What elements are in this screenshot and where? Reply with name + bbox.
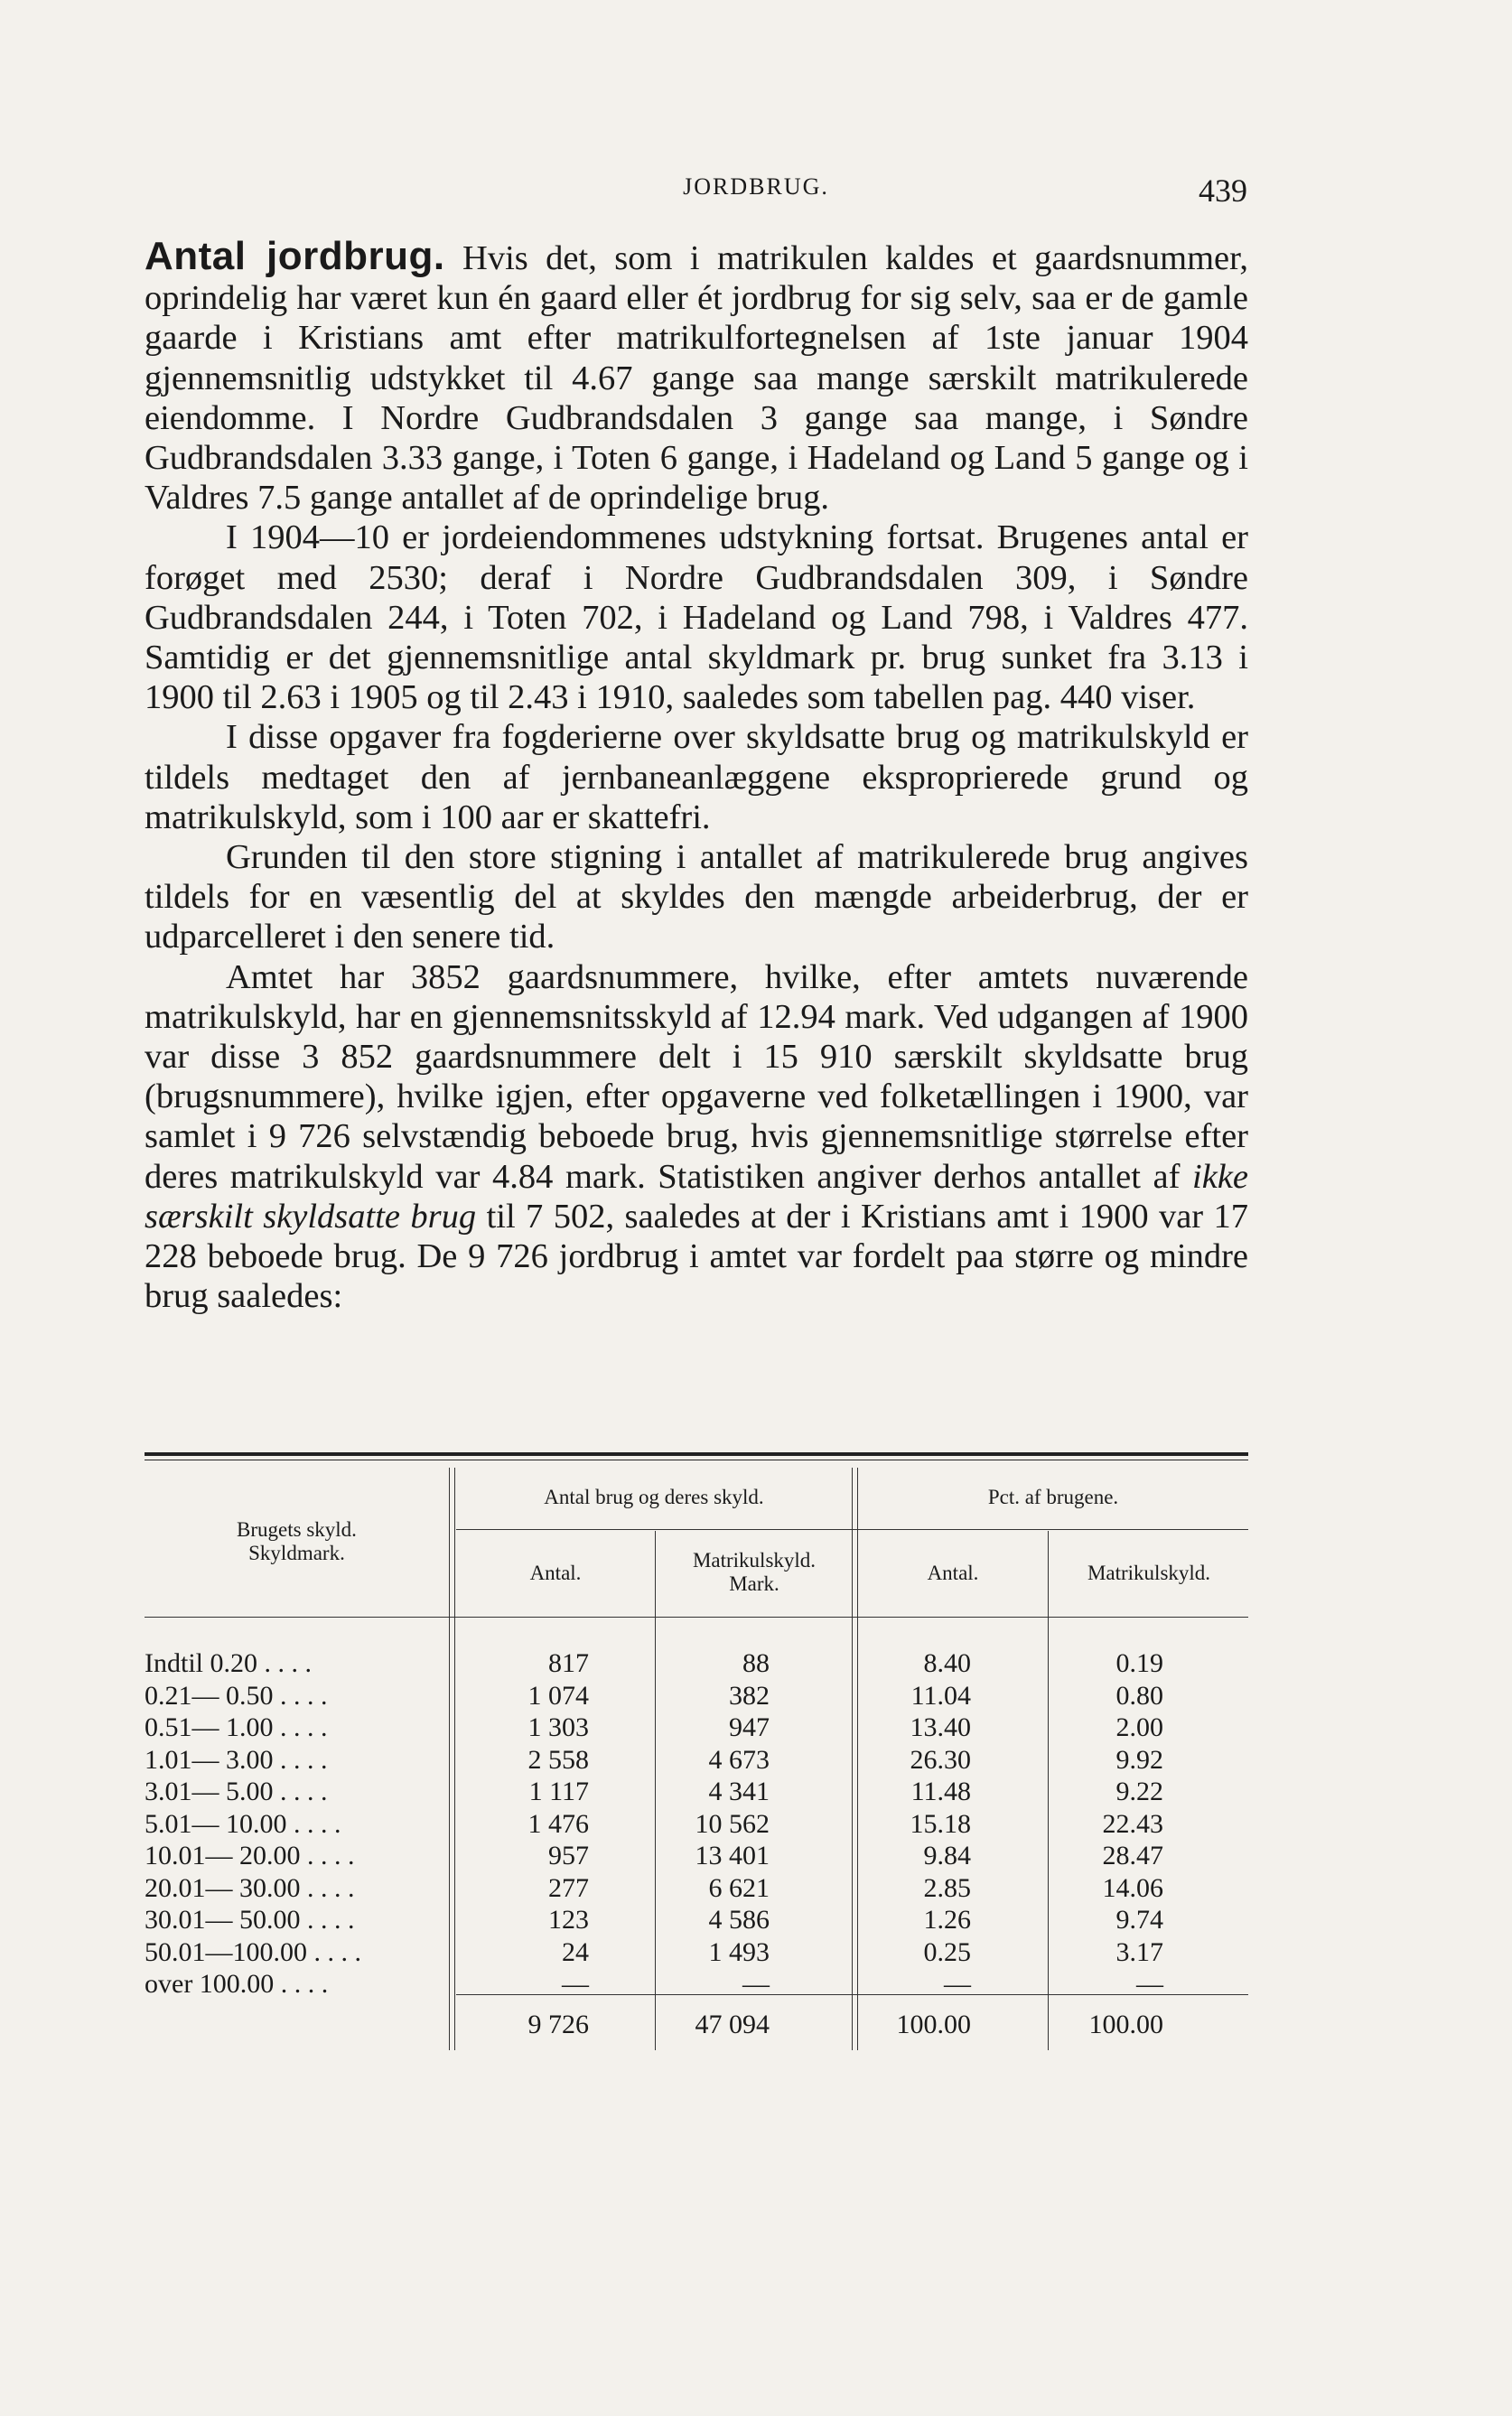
row-label: 1.01— 3.00 . . . . (145, 1744, 328, 1775)
cell-pct-antal: 11.04 (910, 1680, 971, 1711)
section-heading: Antal jordbrug. (145, 234, 445, 278)
total-pct-matrikulskyld: 100.00 (1088, 2010, 1163, 2039)
paragraph-5-text-a: Amtet har 3852 gaardsnummere, hvilke, efter amtets nuværende matrikulskyld, har en gjennemsnitsskyld af 12.94 mark. Ved udgangen af 1900 var disse 3 852 gaardsnummere delt i 15 910 særskilt skyldsatte brug (brugsnummere), hvilke igjen, efter opgaverne ved folketællingen i 1900, var samlet i 9 726 selvstændig beboede brug, hvis gjennemsnitlige størrelse efter deres matrikulskyld var 4.84 mark. Statistiken angiver derhos antallet af (145, 957, 1248, 1196)
col-header-pct-antal: Antal. (927, 1562, 979, 1584)
col-header-matrikulskyld (657, 1549, 852, 1596)
table-row (145, 1777, 1248, 1809)
table-row (145, 1712, 1248, 1745)
row-label: 3.01— 5.00 . . . . (145, 1777, 328, 1806)
cell-antal: 1 074 (527, 1680, 589, 1711)
running-title: JORDBRUG. (683, 173, 829, 200)
page-number: 439 (1199, 173, 1247, 209)
cell-pct-antal: 13.40 (910, 1712, 971, 1742)
cell-antal: 1 303 (527, 1712, 589, 1742)
table-row (145, 1809, 1248, 1842)
row-label: 0.21— 0.50 . . . . (145, 1680, 328, 1711)
group-header-pct: Pct. af brugene. (987, 1486, 1119, 1508)
cell-antal: 957 (548, 1841, 589, 1870)
cell-pct-antal: 11.48 (910, 1777, 971, 1806)
stub-header-line-1: Brugets skyld. (237, 1518, 357, 1541)
table-row (145, 1905, 1248, 1937)
col-header-antal: Antal. (529, 1562, 582, 1584)
table-row (145, 1745, 1248, 1777)
table-row (145, 1937, 1248, 1970)
cell-matrikulskyld: 947 (729, 1712, 770, 1742)
total-pct-antal: 100.00 (896, 2010, 971, 2039)
cell-pct-matrikulskyld: 9.22 (1115, 1777, 1163, 1806)
total-antal: 9 726 (527, 2010, 589, 2039)
cell-matrikulskyld: — (742, 1969, 770, 1999)
table-row (145, 1873, 1248, 1906)
cell-pct-antal: — (944, 1969, 971, 1999)
row-label: 30.01— 50.00 . . . . (145, 1905, 355, 1935)
cell-matrikulskyld: 382 (729, 1680, 770, 1711)
cell-pct-matrikulskyld: 3.17 (1115, 1936, 1163, 1967)
cell-pct-antal: 2.85 (923, 1872, 971, 1903)
table-header-subrule (456, 1529, 1248, 1530)
col-header-matrikulskyld-line-2: Mark. (729, 1572, 779, 1595)
paragraph-4: Grunden til den store stigning i antallet af matrikulerede brug angives tildels for en væsentlig del at skyldes den mængde arbeiderbrug, der er udparcelleret i den senere tid. (145, 838, 1248, 956)
cell-pct-matrikulskyld: 22.43 (1102, 1808, 1163, 1839)
cell-antal: 817 (548, 1648, 589, 1678)
cell-matrikulskyld: 13 401 (695, 1841, 770, 1870)
row-label: 5.01— 10.00 . . . . (145, 1808, 341, 1839)
cell-pct-antal: 0.25 (923, 1936, 971, 1967)
cell-antal: 123 (548, 1905, 589, 1935)
table-row (145, 1681, 1248, 1713)
cell-pct-matrikulskyld: 28.47 (1102, 1841, 1163, 1870)
cell-pct-antal: 1.26 (923, 1905, 971, 1935)
cell-pct-matrikulskyld: 9.92 (1115, 1744, 1163, 1775)
table-total-row (145, 2010, 1248, 2042)
table-row (145, 1648, 1248, 1681)
paragraph-5-italic: ikke særskilt skyldsatte brug (145, 1157, 1249, 1236)
table-top-rule (145, 1452, 1248, 1456)
cell-antal: 277 (548, 1872, 589, 1903)
cell-pct-antal: 26.30 (910, 1744, 971, 1775)
cell-matrikulskyld: 6 621 (708, 1872, 770, 1903)
cell-matrikulskyld: 4 586 (708, 1905, 770, 1935)
cell-pct-matrikulskyld: 0.80 (1115, 1680, 1163, 1711)
table-row (145, 1969, 1248, 2001)
cell-antal: — (562, 1969, 589, 1999)
size-distribution-table (145, 1468, 1248, 2073)
body-text (145, 234, 1249, 1316)
total-matrikulskyld: 47 094 (695, 2010, 770, 2039)
col-header-pct-matrikulskyld: Matrikulskyld. (1087, 1562, 1211, 1584)
cell-matrikulskyld: 10 562 (695, 1808, 770, 1839)
cell-matrikulskyld: 88 (742, 1648, 770, 1678)
paragraph-2: I 1904—10 er jordeiendommenes udstykning fortsat. Brugenes antal er forøget med 2530; deraf i Nordre Gudbrandsdalen 309, i Søndre Gudbrandsdalen 244, i Toten 702, i Hadeland og Land 798, i Valdres 477. Samtidig er det gjennemsnitlige antal skyldmark pr. brug sunket fra 3.13 i 1900 til 2.63 i 1905 og til 2.43 i 1910, saaledes som tabellen pag. 440 viser. (145, 518, 1248, 717)
row-label: 50.01—100.00 . . . . (145, 1936, 361, 1967)
table-header-bottom-rule (145, 1617, 1248, 1618)
row-label: 20.01— 30.00 . . . . (145, 1872, 355, 1903)
table-row (145, 1841, 1248, 1873)
paragraph-5 (145, 957, 1248, 1317)
cell-pct-matrikulskyld: 9.74 (1115, 1905, 1163, 1935)
cell-pct-matrikulskyld: 0.19 (1115, 1648, 1163, 1678)
cell-antal: 1 117 (528, 1777, 589, 1806)
row-label: 10.01— 20.00 . . . . (145, 1841, 355, 1870)
cell-antal: 1 476 (527, 1808, 589, 1839)
row-label: Indtil 0.20 . . . . (145, 1648, 312, 1678)
cell-pct-antal: 9.84 (923, 1841, 971, 1870)
paragraph-5-text-b: til 7 502, saaledes at der i Kristians amt i 1900 var 17 228 beboede brug. De 9 726 jordbrug i amtet var fordelt paa større og mindre brug saaledes: (145, 1197, 1249, 1316)
cell-antal: 2 558 (527, 1744, 589, 1775)
cell-pct-matrikulskyld: 2.00 (1115, 1712, 1163, 1742)
row-label: over 100.00 . . . . (145, 1969, 329, 1999)
group-header-antal: Antal brug og deres skyld. (544, 1486, 764, 1508)
col-header-matrikulskyld-line-1: Matrikulskyld. (692, 1549, 817, 1572)
paragraph-1 (145, 234, 1249, 518)
paragraph-3: I disse opgaver fra fogderierne over skyldsatte brug og matrikulskyld er tildels medtaget den af jernbaneanlæggene eksproprierede grund og matrikulskyld, som i 100 aar er skattefri. (145, 718, 1248, 836)
cell-matrikulskyld: 4 341 (708, 1777, 770, 1806)
cell-matrikulskyld: 4 673 (708, 1744, 770, 1775)
cell-pct-antal: 15.18 (910, 1808, 971, 1839)
paragraph-1-text: Hvis det, som i matrikulen kaldes et gaardsnummer, oprindelig har været kun én gaard eller ét jordbrug for sig selv, saa er de gamle gaarde i Kristians amt efter matrikulfortegnelsen af 1ste januar 1904 gjennemsnitlig udstykket til 4.67 gange saa mange særskilt matrikulerede eiendomme. I Nordre Gudbrandsdalen 3 gange saa mange, i Søndre Gudbrandsdalen 3.33 gange, i Toten 6 gange, i Hadeland og Land 5 gange og i Valdres 7.5 gange antallet af de oprindelige brug. (145, 239, 1249, 518)
running-head (0, 172, 1512, 208)
cell-pct-matrikulskyld: 14.06 (1102, 1872, 1163, 1903)
stub-header (145, 1518, 449, 1565)
cell-pct-matrikulskyld: — (1136, 1969, 1163, 1999)
stub-header-line-2: Skyldmark. (248, 1542, 345, 1564)
cell-pct-antal: 8.40 (923, 1648, 971, 1678)
row-label: 0.51— 1.00 . . . . (145, 1712, 328, 1742)
cell-antal: 24 (562, 1936, 589, 1967)
cell-matrikulskyld: 1 493 (708, 1936, 770, 1967)
